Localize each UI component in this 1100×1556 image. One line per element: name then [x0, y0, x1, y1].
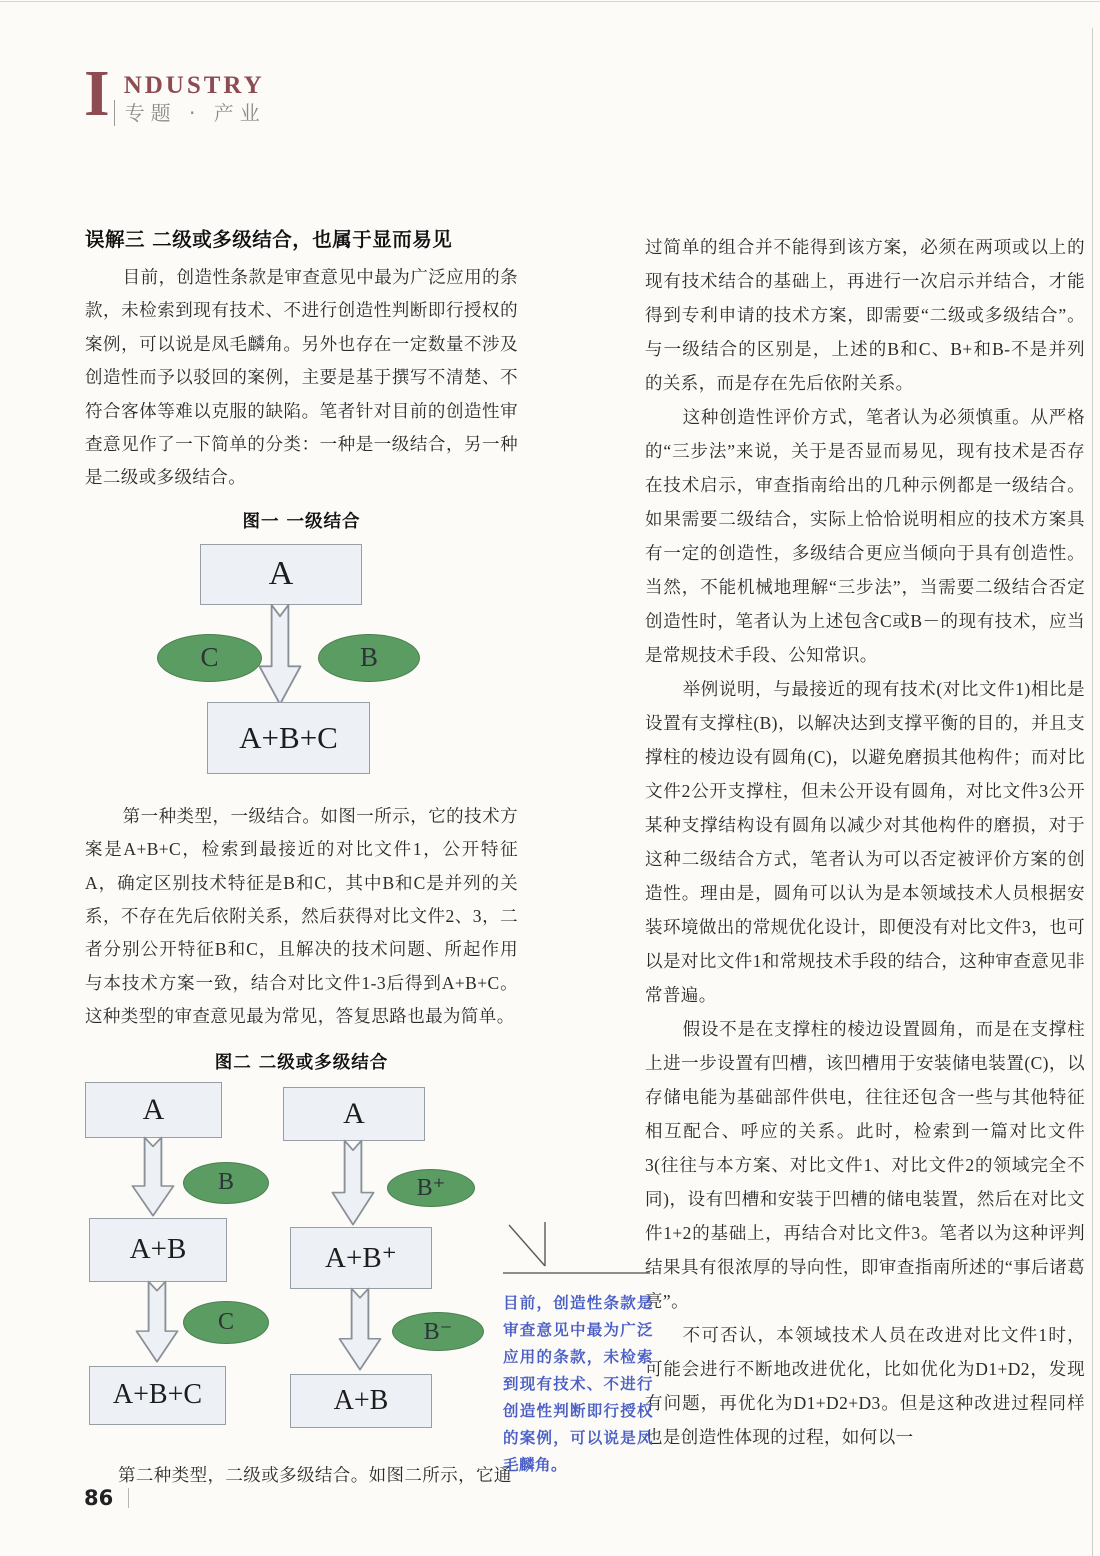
- figure-2-right-oval-b-minus: B⁻: [392, 1312, 484, 1351]
- pull-quote-mark-icon: [503, 1220, 651, 1276]
- magazine-name: NDUSTRY: [123, 72, 265, 99]
- paragraph: 过简单的组合并不能得到该方案，必须在两项或以上的现有技术结合的基础上，再进行一次启示并结合，才能得到专利申请的技术方案，即需要“二级或多级结合”。与一级结合的区别是，上述的B和C、B+和B-不是并列的关系，而是存在先后依附关系。: [645, 237, 1085, 393]
- paragraph: 不可否认，本领域技术人员在改进对比文件1时，可能会进行不断地改进优化，比如优化为D1+D2，发现有问题，再优化为D1+D2+D3。但是这种改进过程同样也是创造性体现的过程，如何以一: [645, 1325, 1085, 1447]
- down-arrow-icon: [129, 1280, 185, 1364]
- figure-2-right-oval-b-plus: B⁺: [387, 1169, 475, 1207]
- header-initial: I: [84, 57, 110, 130]
- page-edge-top: [0, 1, 1100, 2]
- figure-1-box-abc: A+B+C: [207, 702, 370, 774]
- figure-2-right-box-a: A: [283, 1087, 425, 1141]
- down-arrow-icon: [125, 1136, 181, 1218]
- page-footer: [84, 1486, 129, 1510]
- paragraph: 第一种类型，一级结合。如图一所示，它的技术方案是A+B+C，检索到最接近的对比文件1，公开特征A，确定区别技术特征是B和C，其中B和C是并列的关系，不存在先后依附关系，然后获得对比文件2、3，二者分别公开特征B和C，且解决的技术问题、所起作用与本技术方案一致，结合对比文件1-3后得到A+B+C。这种类型的审查意见最为常见，答复思路也最为简单。: [85, 805, 518, 1027]
- figure-1: [85, 544, 518, 778]
- figure-2: [85, 1082, 518, 1430]
- paragraph: 举例说明，与最接近的现有技术(对比文件1)相比是设置有支撑柱(B)，以解决达到支撑平衡的目的，并且支撑柱的棱边设有圆角(C)，以避免磨损其他构件；而对比文件2公开支撑柱，但未公开设有圆角，对比文件3公开某种支撑结构设有圆角以减少对其他构件的磨损，对于这种二级结合方式，笔者认为可以否定被评价方案的创造性。理由是，圆角可以认为是本领域技术人员根据安装环境做出的常规优化设计，即便没有对比文件3，也可以是对比文件1和常规技术手段的结合，这种审查意见非常普遍。: [645, 679, 1085, 1005]
- pull-quote-text: 目前，创造性条款是审查意见中最为广泛应用的条款，未检索到现有技术、不进行创造性判断即行授权的案例，可以说是凤毛麟角。: [503, 1294, 653, 1474]
- down-arrow-icon: [325, 1139, 381, 1227]
- folio-divider: [128, 1488, 129, 1508]
- figure-2-left-box-abc: A+B+C: [89, 1366, 226, 1425]
- figure-2-left-box-a: A: [85, 1082, 222, 1138]
- paragraph: 这种创造性评价方式，笔者认为必须慎重。从严格的“三步法”来说，关于是否显而易见，现有技术是否存在技术启示，审查指南给出的几种示例都是一级结合。如果需要二级结合，实际上恰恰说明相应的技术方案具有一定的创造性，多级结合更应当倾向于具有创造性。当然，不能机械地理解“三步法”，当需要二级结合否定创造性时，笔者认为上述包含C或B－的现有技术，应当是常规技术手段、公知常识。: [645, 407, 1085, 665]
- figure-1-box-a: A: [200, 544, 362, 605]
- figure-2-right-box-ab-plus: A+B⁺: [290, 1227, 432, 1289]
- article-subheading: 误解三 二级或多级结合，也属于显而易见: [85, 228, 453, 251]
- figure-1-oval-b: B: [318, 634, 420, 682]
- pull-quote: [503, 1220, 653, 1479]
- page-number: 86: [84, 1486, 114, 1510]
- figure-2-caption: 图二 二级或多级结合: [214, 1052, 389, 1073]
- figure-2-left-oval-c: C: [183, 1301, 269, 1344]
- right-column: [645, 230, 1085, 1454]
- figure-1-caption: 图一 一级结合: [242, 511, 361, 532]
- header-right: [114, 66, 266, 126]
- figure-2-right-box-ab: A+B: [290, 1374, 432, 1428]
- figure-2-left-oval-b: B: [183, 1162, 269, 1204]
- page-edge-right: [1092, 28, 1093, 1556]
- paragraph: 目前，创造性条款是审查意见中最为广泛应用的条款，未检索到现有技术、不进行创造性判断即行授权的案例，可以说是凤毛麟角。另外也存在一定数量不涉及创造性而予以驳回的案例，主要是基于撰写不清楚、不符合客体等难以克服的缺陷。笔者针对目前的创造性审查意见作了一下简单的分类：一种是一级结合，另一种是二级或多级结合。: [85, 267, 518, 488]
- paragraph: 假设不是在支撑柱的棱边设置圆角，而是在支撑柱上进一步设置有凹槽，该凹槽用于安装储电装置(C)，以存储电能为基础部件供电，往往还包含一些与其他特征相互配合、呼应的关系。此时，检索到一篇对比文件3(往往与本方案、对比文件1、对比文件2的领域完全不同)，设有凹槽和安装于凹槽的储电装置，然后在对比文件1+2的基础上，再结合对比文件3。笔者以为这种评判结果具有很浓厚的导向性，即审查指南所述的“事后诸葛亮”。: [645, 1019, 1085, 1311]
- section-header: [84, 57, 266, 130]
- figure-2-left-box-ab: A+B: [89, 1218, 227, 1282]
- down-arrow-icon: [332, 1287, 388, 1372]
- section-label: 专题 · 产业: [114, 100, 266, 126]
- left-column: [85, 224, 518, 1492]
- figure-2-lead-line: 第二种类型，二级或多级结合。如图二所示，它通: [118, 1464, 512, 1485]
- figure-1-oval-c: C: [157, 634, 262, 682]
